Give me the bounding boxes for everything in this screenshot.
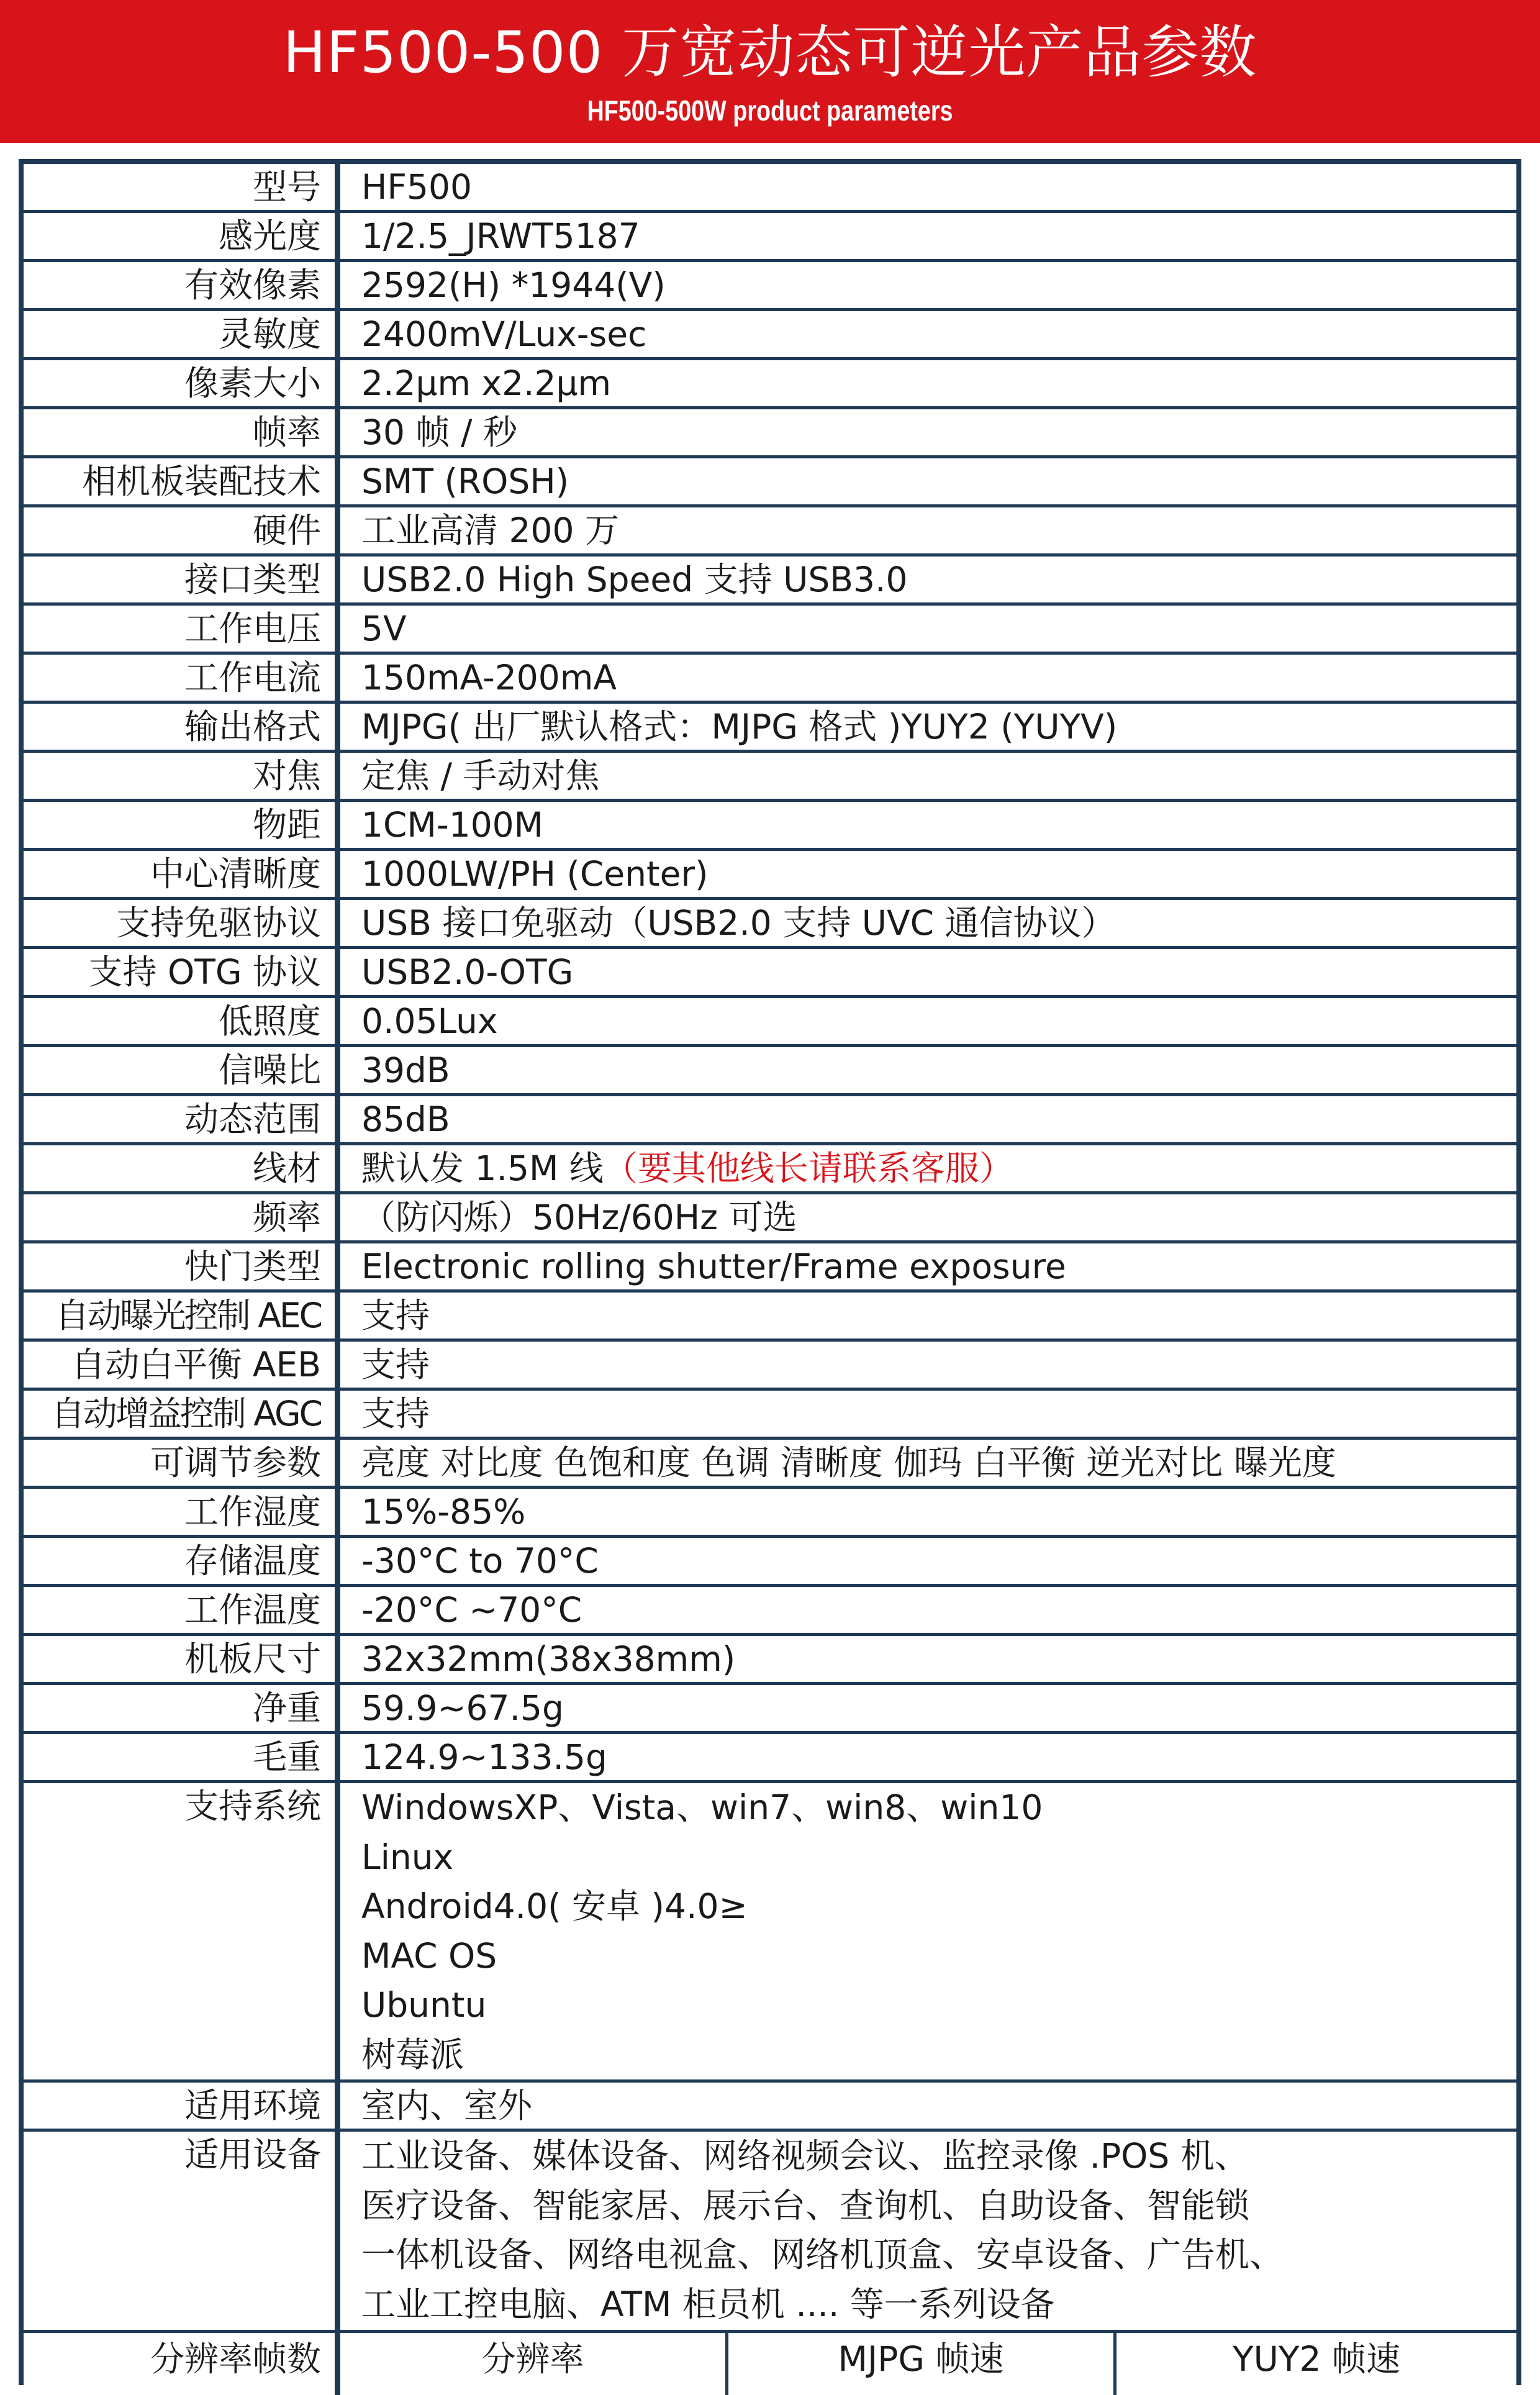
spec-label: 信噪比: [24, 1047, 340, 1093]
spec-label: 工作温度: [24, 1587, 340, 1633]
spec-table: [19, 159, 1521, 2385]
spec-value: 39dB: [361, 1050, 450, 1090]
devices-line: 一体机设备、网络电视盒、网络机顶盒、安卓设备、广告机、: [361, 2235, 1284, 2275]
spec-value: USB 接口免驱动（USB2.0 支持 UVC 通信协议）: [361, 903, 1116, 943]
devices-line: 工业工控电脑、ATM 柜员机 .... 等一系列设备: [361, 2284, 1055, 2324]
spec-value: 支持: [361, 1296, 430, 1335]
spec-row-resolution: [24, 2333, 1516, 2395]
spec-row: [24, 360, 1516, 409]
spec-label: 对焦: [24, 753, 340, 799]
cable-value: 默认发 1.5M 线: [361, 1148, 604, 1188]
spec-row-cable: [24, 1145, 1516, 1194]
spec-label: 支持 OTG 协议: [24, 949, 340, 995]
spec-value: 定焦 / 手动对焦: [361, 756, 600, 796]
spec-row: [24, 802, 1516, 851]
spec-row: [24, 1096, 1516, 1145]
spec-label: 自动增益控制 AGC: [24, 1391, 340, 1437]
spec-label: 快门类型: [24, 1243, 340, 1289]
spec-row: [24, 998, 1516, 1047]
spec-value: 2400mV/Lux-sec: [361, 314, 647, 354]
spec-row: [24, 1685, 1516, 1734]
spec-label: 低照度: [24, 998, 340, 1044]
spec-label: 物距: [24, 802, 340, 848]
spec-value: 150mA-200mA: [361, 658, 617, 698]
spec-value: HF500: [361, 167, 472, 207]
systems-line: Linux: [361, 1837, 454, 1877]
spec-value: Electronic rolling shutter/Frame exposure: [361, 1247, 1066, 1286]
spec-value: 1CM-100M: [361, 805, 544, 845]
spec-row-systems: [24, 1783, 1516, 2083]
spec-row: [24, 507, 1516, 557]
spec-label: 硬件: [24, 507, 340, 553]
spec-row: [24, 262, 1516, 311]
spec-label: 灵敏度: [24, 311, 340, 357]
devices-list: [340, 2132, 1516, 2330]
spec-value: 124.9~133.5g: [361, 1737, 607, 1777]
spec-label: 自动曝光控制 AEC: [24, 1293, 340, 1338]
yuy2-col-header: YUY2 帧速: [1113, 2333, 1516, 2395]
page-subtitle: HF500-500W product parameters: [587, 94, 953, 127]
spec-row: [24, 1342, 1516, 1391]
spec-row: [24, 1489, 1516, 1538]
spec-value: USB2.0 High Speed 支持 USB3.0: [361, 560, 908, 599]
spec-value: 亮度 对比度 色饱和度 色调 清晰度 伽玛 白平衡 逆光对比 曝光度: [361, 1443, 1336, 1483]
page-title: HF500-500 万宽动态可逆光产品参数: [283, 19, 1257, 86]
spec-row: [24, 557, 1516, 606]
spec-label: 支持系统: [24, 1783, 340, 2079]
spec-row: [24, 1636, 1516, 1685]
spec-label: 感光度: [24, 213, 340, 259]
spec-row: [24, 311, 1516, 360]
spec-label: 工作湿度: [24, 1489, 340, 1535]
spec-label: 适用环境: [24, 2083, 340, 2129]
spec-label: 存储温度: [24, 1538, 340, 1584]
spec-row: [24, 949, 1516, 998]
spec-value: -30°C to 70°C: [361, 1541, 599, 1581]
mjpg-col-header: MJPG 帧速: [725, 2333, 1113, 2395]
spec-row: [24, 1391, 1516, 1440]
spec-label: 毛重: [24, 1734, 340, 1780]
spec-row: [24, 606, 1516, 655]
devices-line: 工业设备、媒体设备、网络视频会议、监控录像 .POS 机、: [361, 2136, 1249, 2176]
spec-value: 15%-85%: [361, 1492, 526, 1532]
spec-row: [24, 704, 1516, 753]
spec-value: 59.9~67.5g: [361, 1688, 564, 1728]
spec-label: 支持免驱协议: [24, 900, 340, 946]
systems-line: 树莓派: [361, 2034, 464, 2075]
spec-row: [24, 1243, 1516, 1293]
spec-label: 帧率: [24, 409, 340, 455]
spec-value: 室内、室外: [361, 2086, 533, 2125]
spec-value: MJPG( 出厂默认格式：MJPG 格式 )YUY2 (YUYV): [361, 707, 1118, 747]
spec-value: 5V: [361, 609, 407, 648]
spec-value: 支持: [361, 1345, 430, 1384]
spec-label: 适用设备: [24, 2132, 340, 2330]
systems-line: Android4.0( 安卓 )4.0≥: [361, 1886, 748, 1926]
spec-row: [24, 213, 1516, 262]
spec-label: 机板尺寸: [24, 1636, 340, 1682]
spec-label: 输出格式: [24, 704, 340, 750]
spec-label: 型号: [24, 164, 340, 210]
spec-value: USB2.0-OTG: [361, 952, 574, 992]
spec-value: 1/2.5_JRWT5187: [361, 216, 640, 256]
spec-label: 相机板装配技术: [24, 458, 340, 504]
spec-value: 85dB: [361, 1099, 450, 1139]
spec-value: 支持: [361, 1394, 430, 1434]
spec-value: 0.05Lux: [361, 1001, 498, 1041]
spec-row: [24, 1734, 1516, 1783]
spec-label: 频率: [24, 1194, 340, 1240]
spec-row: [24, 1587, 1516, 1636]
cable-note: （要其他线长请联系客服）: [603, 1148, 1013, 1188]
spec-label: 净重: [24, 1685, 340, 1731]
spec-value: 2.2µm x2.2µm: [361, 363, 612, 403]
devices-line: 医疗设备、智能家居、展示台、查询机、自助设备、智能锁: [361, 2185, 1250, 2225]
spec-label: 线材: [24, 1145, 340, 1191]
spec-value: （防闪烁）50Hz/60Hz 可选: [361, 1198, 797, 1237]
systems-line: MAC OS: [361, 1935, 497, 1976]
spec-label: 接口类型: [24, 557, 340, 602]
spec-label: 有效像素: [24, 262, 340, 308]
systems-list: [340, 1783, 1516, 2079]
spec-value: 30 帧 / 秒: [361, 412, 517, 452]
spec-row: [24, 2083, 1516, 2132]
systems-line: WindowsXP、Vista、win7、win8、win10: [361, 1788, 1043, 1827]
spec-label: 工作电流: [24, 655, 340, 701]
spec-row: [24, 655, 1516, 704]
resolution-header: [340, 2333, 1516, 2395]
spec-value: 32x32mm(38x38mm): [361, 1639, 736, 1679]
spec-value: 2592(H) *1944(V): [361, 265, 666, 305]
spec-row: [24, 1440, 1516, 1489]
spec-row: [24, 900, 1516, 949]
spec-value: 1000LW/PH (Center): [361, 854, 709, 894]
spec-row: [24, 1194, 1516, 1243]
spec-value: -20°C ~70°C: [361, 1590, 582, 1630]
systems-line: Ubuntu: [361, 1985, 487, 2025]
spec-label: 自动白平衡 AEB: [24, 1342, 340, 1388]
page-header: [0, 0, 1540, 143]
spec-label: 可调节参数: [24, 1440, 340, 1486]
spec-row: [24, 458, 1516, 507]
spec-value: SMT (ROSH): [361, 461, 569, 501]
spec-label: 工作电压: [24, 606, 340, 652]
spec-label: 分辨率帧数: [24, 2333, 340, 2395]
spec-row: [24, 164, 1516, 213]
spec-row: [24, 1293, 1516, 1342]
spec-value: 工业高清 200 万: [361, 511, 619, 550]
resolution-col-header: 分辨率: [481, 2339, 584, 2379]
spec-label: 中心清晰度: [24, 851, 340, 897]
spec-row: [24, 851, 1516, 900]
spec-row: [24, 1538, 1516, 1587]
spec-row: [24, 753, 1516, 802]
spec-value: [340, 1145, 1516, 1191]
spec-label: 动态范围: [24, 1096, 340, 1142]
spec-row-devices: [24, 2132, 1516, 2333]
spec-row: [24, 409, 1516, 458]
spec-row: [24, 1047, 1516, 1096]
spec-label: 像素大小: [24, 360, 340, 406]
